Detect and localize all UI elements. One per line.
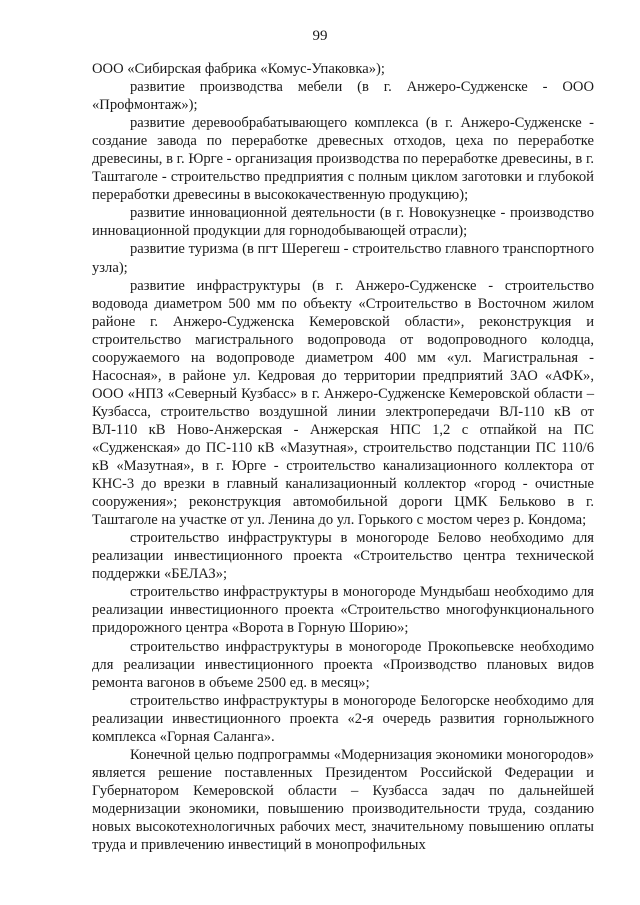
paragraph: строительство инфраструктуры в моногороде Белово необходимо для реализации инвестиционного проекта «Строительство центра технической поддержки «БЕЛАЗ»; <box>92 530 594 583</box>
paragraph: ООО «Сибирская фабрика «Комус-Упаковка»); <box>92 61 385 77</box>
paragraph: Конечной целью подпрограммы «Модернизация экономики моногородов» является решение поставленных Президентом Российской Федерации и Губернатором Кемеровской области – Кузбасса задач по дальнейшей модернизации экономики, повышению производительности труда, созданию новых высокотехнологичных рабочих мест, значительному повышению оплаты труда и привлечению инвестиций в монопрофильных <box>92 746 594 854</box>
paragraph: развитие деревообрабатывающего комплекса (в г. Анжеро-Судженске - создание завода по переработке древесных отходов, цеха по переработке древесины, в г. Юрге - организация производства по переработке древесины, в г. Таштаголе - строительство предприятия с полным циклом заготовки и глубокой переработки древесины в высококачественную продукцию); <box>92 115 594 204</box>
body-text <box>92 60 594 854</box>
paragraph: развитие инфраструктуры (в г. Анжеро-Судженске - строительство водовода диаметром 500 мм по объекту «Строительство в Восточном жилом районе г. Анжеро-Судженска Кемеровской области», реконструкция и строительство магистрального водопровода от водопроводного колодца, сооружаемого на водопроводе диаметром 400 мм «ул. Магистральная - Насосная», в районе ул. Кедровая до территории предприятий ЗАО «АФК», ООО «НПЗ «Северный Кузбасс» в г. Анжеро-Судженске Кемеровской области – Кузбасса, строительство воздушной линии электропередачи ВЛ-110 кВ от ВЛ-110 кВ Ново-Анжерская - Анжерская НПС 1,2 с отпайкой на ПС «Судженская» до ПС-110 кВ «Мазутная», строительство подстанции ПС 110/6 кВ «Мазутная», в г. Юрге - строительство канализационного коллектора от КНС-3 до врезки в главный канализационный коллектор «город - очистные сооружения»; реконструкция автомобильной дороги ЦМК Бельково в г. Таштаголе на участке от ул. Ленина до ул. Горького с мостом через р. Кондома; <box>92 277 594 529</box>
page-number: 99 <box>312 28 328 44</box>
paragraph: строительство инфраструктуры в моногороде Белогорске необходимо для реализации инвестиционного проекта «2-я очередь развития горнолыжного комплекса «Горная Саланга». <box>92 692 594 745</box>
paragraph: развитие инновационной деятельности (в г. Новокузнецке - производство инновационной продукции для горнодобывающей отрасли); <box>92 205 594 240</box>
paragraph: строительство инфраструктуры в моногороде Прокопьевске необходимо для реализации инвестиционного проекта «Производство плановых видов ремонта вагонов в объеме 2500 ед. в месяц»; <box>92 638 594 691</box>
paragraph: строительство инфраструктуры в моногороде Мундыбаш необходимо для реализации инвестиционного проекта «Строительство многофункционального придорожного центра «Ворота в Горную Шорию»; <box>92 584 594 637</box>
paragraph: развитие туризма (в пгт Шерегеш - строительство главного транспортного узла); <box>92 241 594 276</box>
paragraph: развитие производства мебели (в г. Анжеро-Судженске - ООО «Профмонтаж»); <box>92 79 594 114</box>
